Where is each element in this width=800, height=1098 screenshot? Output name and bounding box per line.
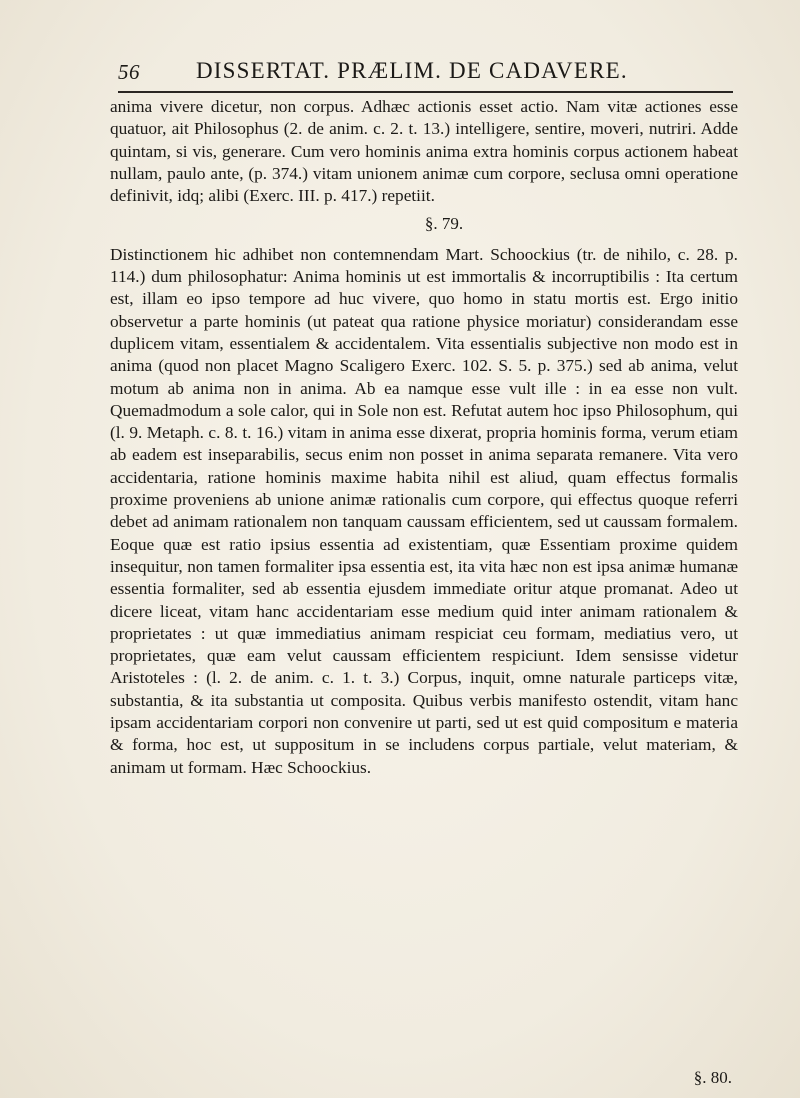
- paragraph-1: anima vivere dicetur, non corpus. Adhæc actionis esset actio. Nam vitæ actiones esse quatuor, ait Philosophus (2. de anim. c. 2. t. 13.) intelligere, sentire, moveri, nutriri. Adde quintam, si vis, generare. Cum vero hominis anima extra hominis corpus actionem habeat nullam, paulo ante, (p. 374.) vitam unionem animæ cum corpore, seclusa omni operatione definivit, idq; alibi (Exerc. III. p. 417.) repetiit.: [110, 97, 738, 206]
- page-number: 56: [118, 60, 140, 84]
- catchword: §. 80.: [693, 1068, 732, 1087]
- page-header: [118, 58, 733, 86]
- paragraph-2: Distinctionem hic adhibet non contemnendam Mart. Schoockius (tr. de nihilo, c. 28. p. 114.) dum philosophatur: Anima hominis ut est immortalis & incorruptibilis : Ita certum est, illam eo ipso tempore ad huc vivere, quo homo in statu mortis est. Ergo initio observetur a parte hominis (ut pateat qua ratione physice moriatur) considerandam esse duplicem vitam, essentialem & accidentalem. Vita essentialis subjective non modo est in anima (quod non placet Magno Scaligero Exerc. 102. S. 5. p. 375.) sed ab anima, velut motum ab anima non in anima. Ab ea namque esse vult ille : in ea esse non vult. Quemadmodum a sole calor, qui in Sole non est. Refutat autem hoc ipso Philosophum, qui (l. 9. Metaph. c. 8. t. 16.) vitam in anima esse dixerat, propria hominis forma, verum etiam ab eadem est inseparabilis, secus enim non posset in anima separata remanere. Vita vero accidentaria, ratione hominis maxime habita nihil est aliud, quam effectus formalis proxime proveniens ab unione animæ rationalis cum corpore, qui effectus quoque referri debet ad animam rationalem non tanquam caussam efficientem, sed ut caussam formalem. Eoque quæ est ratio ipsius essentia ad existentiam, quæ Essentiam proxime quidem insequitur, non tamen formaliter ipsa essentia est, ita vita hæc non est ipsa animæ humanæ essentia formaliter, sed ab essentia ejusdem immediate oritur atque promanat. Adeo ut dicere liceat, vitam hanc accidentariam esse medium quid inter animam rationalem & proprietates : ut quæ immediatius animam respiciat ceu formam, mediatius vero, ut proprietates, quæ eam velut caussam efficientem respiciunt. Idem sensisse videtur Aristoteles : (l. 2. de anim. c. 1. t. 3.) Corpus, inquit, omne naturale particeps vitæ, substantia, & ita substantia ut composita. Quibus verbis manifesto ostendit, vitam hanc ipsam accidentariam corpori non convenire ut parti, sed ut est quid compositum e materia & forma, hoc est, ut suppositum in se includens corpus partiale, velut materiam, & animam ut formam. Hæc Schoockius.: [110, 244, 738, 777]
- section-heading: §. 79.: [424, 214, 464, 234]
- header-rule: [118, 91, 733, 93]
- running-title: DISSERTAT. PRÆLIM. DE CADAVERE.: [196, 58, 628, 83]
- body-text: [110, 96, 738, 779]
